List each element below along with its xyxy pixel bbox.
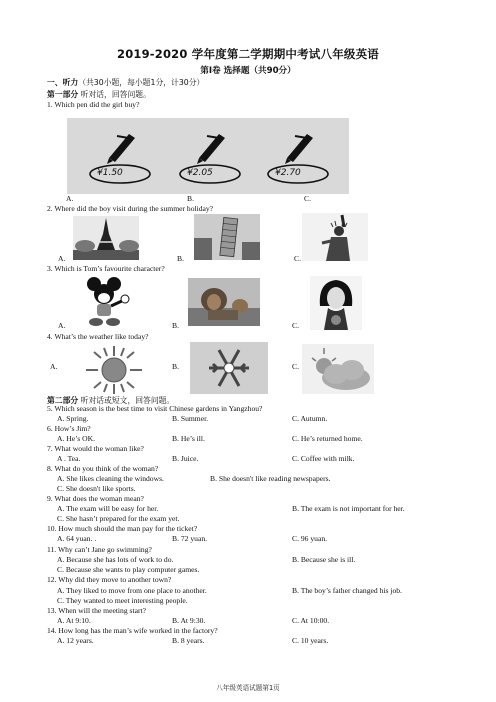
q10-option-a[interactable]: A. 64 yuan. .: [57, 534, 97, 543]
statue-of-liberty-image: [302, 213, 368, 261]
section2-label: 第二部分: [47, 396, 79, 405]
q3-option-c[interactable]: C.: [292, 321, 299, 330]
question-1: 1. Which pen did the girl buy?: [47, 100, 140, 109]
pen-icon: [107, 134, 135, 164]
q7-option-b[interactable]: B. Juice.: [172, 454, 199, 463]
q8-option-b[interactable]: B. She doesn't like reading newspapers.: [210, 474, 331, 483]
q9-option-c[interactable]: C. She hasn’t prepared for the exam yet.: [57, 514, 180, 523]
q6-option-a[interactable]: A. He’s OK.: [57, 434, 95, 443]
question-12: 12. Why did they move to another town?: [47, 575, 172, 584]
price-a: ¥1.50: [97, 168, 123, 178]
q9-option-a[interactable]: A. The exam will be easy for her.: [57, 504, 159, 513]
q12-option-a[interactable]: A. They liked to move from one place to another.: [57, 586, 207, 595]
snowy-weather-icon: [190, 342, 268, 394]
pen-icon: [285, 134, 313, 164]
q13-option-b[interactable]: B. At 9:30.: [172, 616, 206, 625]
q1-option-b[interactable]: B.: [187, 194, 194, 203]
exam-title: 2019-2020 学年度第二学期期中考试八年级英语: [117, 47, 379, 61]
q5-option-b[interactable]: B. Summer.: [172, 414, 209, 423]
question-11: 11. Why can’t Jane go swimming?: [47, 545, 152, 554]
lion-king-image: [188, 278, 260, 326]
question-5: 5. Which season is the best time to visit Chinese gardens in Yangzhou?: [47, 404, 263, 413]
question-9: 9. What does the woman mean?: [47, 494, 144, 503]
q14-option-c[interactable]: C. 10 years.: [292, 636, 329, 645]
cloudy-weather-icon: [302, 344, 374, 394]
paper-subtitle: 第Ⅰ卷 选择题（共90分）: [200, 66, 296, 76]
mickey-mouse-image: [80, 276, 130, 330]
q3-option-a[interactable]: A.: [58, 321, 66, 330]
q10-option-b[interactable]: B. 72 yuan.: [172, 534, 208, 543]
q6-option-c[interactable]: C. He’s returned home.: [292, 434, 363, 443]
q8-option-a[interactable]: A. She likes cleaning the windows.: [57, 474, 164, 483]
price-b: ¥2.05: [187, 168, 213, 178]
pen-card-a: [81, 126, 159, 186]
q2-option-a[interactable]: A.: [58, 254, 66, 263]
q4-option-a[interactable]: A.: [50, 362, 58, 371]
q2-option-c[interactable]: C.: [294, 254, 301, 263]
q4-option-c[interactable]: C.: [292, 362, 299, 371]
q14-option-a[interactable]: A. 12 years.: [57, 636, 94, 645]
sunny-weather-icon: [80, 344, 148, 396]
q6-option-b[interactable]: B. He’s ill.: [172, 434, 205, 443]
q4-option-b[interactable]: B.: [172, 362, 179, 371]
q9-option-b[interactable]: B. The exam is not important for her.: [292, 504, 405, 513]
question-3: 3. Which is Tom’s favourite character?: [47, 264, 165, 273]
q7-option-c[interactable]: C. Coffee with milk.: [292, 454, 355, 463]
question-13: 13. When will the meeting start?: [47, 606, 146, 615]
q1-picture-panel: [67, 118, 349, 194]
q12-option-b[interactable]: B. The boy’s father changed his job.: [292, 586, 402, 595]
q5-option-a[interactable]: A. Spring.: [57, 414, 89, 423]
leaning-tower-image: [194, 214, 260, 260]
section1-note: 听对话，回答问题。: [80, 90, 151, 99]
pen-card-c: [259, 126, 337, 186]
q10-option-c[interactable]: C. 96 yuan.: [292, 534, 328, 543]
q3-option-b[interactable]: B.: [172, 321, 179, 330]
pen-icon: [197, 134, 225, 164]
q14-option-b[interactable]: B. 8 years.: [172, 636, 205, 645]
eiffel-tower-image: [73, 216, 139, 260]
question-6: 6. How’s Jim?: [47, 424, 91, 433]
q13-option-a[interactable]: A. At 9:10.: [57, 616, 91, 625]
section1-label: 第一部分: [47, 90, 79, 99]
part1-heading-note: （共30小题，每小题1分，计30分）: [78, 78, 205, 87]
q13-option-c[interactable]: C. At 10:00.: [292, 616, 330, 625]
q8-option-c[interactable]: C. She doesn't like sports.: [57, 484, 136, 493]
question-7: 7. What would the woman like?: [47, 444, 144, 453]
q11-option-c[interactable]: C. Because she wants to play computer games.: [57, 565, 200, 574]
q5-option-c[interactable]: C. Autumn.: [292, 414, 328, 423]
price-c: ¥2.70: [275, 168, 301, 178]
q1-option-c[interactable]: C.: [304, 194, 311, 203]
q2-option-b[interactable]: B.: [177, 254, 184, 263]
question-10: 10. How much should the man pay for the ticket?: [47, 524, 198, 533]
question-8: 8. What do you think of the woman?: [47, 464, 159, 473]
section1-heading: [47, 89, 151, 100]
pen-card-b: [171, 126, 249, 186]
q7-option-a[interactable]: A . Tea.: [57, 454, 81, 463]
question-2: 2. Where did the boy visit during the summer holiday?: [47, 204, 214, 213]
question-4: 4. What’s the weather like today?: [47, 332, 149, 341]
q1-option-a[interactable]: A.: [66, 194, 74, 203]
q11-option-b[interactable]: B. Because she is ill.: [292, 555, 356, 564]
section2-note: 听对话或短文，回答问题。: [80, 396, 175, 405]
page-footer: 八年级英语试题第1页: [216, 684, 280, 692]
question-14: 14. How long has the man’s wife worked in the factory?: [47, 626, 218, 635]
snow-white-image: [310, 276, 362, 330]
part1-heading-label: 一、听力: [47, 78, 79, 87]
part1-heading: [47, 77, 204, 88]
q12-option-c[interactable]: C. They wanted to meet interesting people.: [57, 596, 188, 605]
q11-option-a[interactable]: A. Because she has lots of work to do.: [57, 555, 174, 564]
